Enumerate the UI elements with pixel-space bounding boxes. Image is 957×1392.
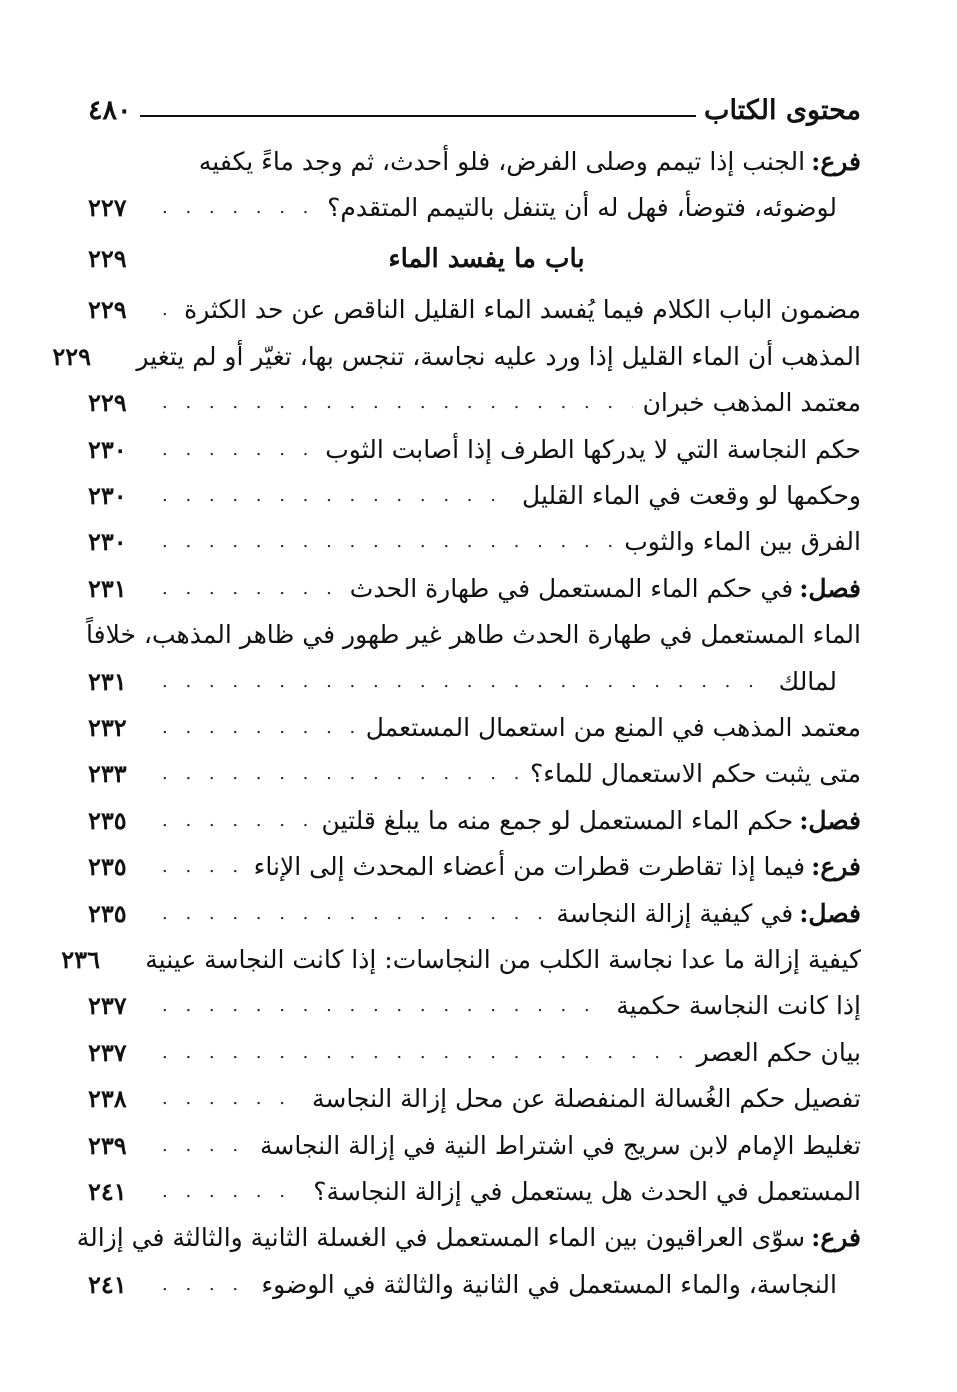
page-number: ٢٣١: [88, 573, 127, 603]
page-number: ٢٣٦: [61, 944, 100, 974]
page-number: ٢٣٧: [88, 991, 127, 1021]
entry-text: لمالك: [778, 666, 837, 696]
toc-entry[interactable]: [88, 612, 861, 705]
page-number: ٢٢٩: [88, 388, 127, 418]
page-number: ٢٣٨: [88, 1084, 127, 1114]
toc-entry[interactable]: [88, 797, 861, 843]
page-number: ٢٢٩: [88, 295, 127, 325]
toc-entry[interactable]: [88, 565, 861, 611]
page-number: ٢٣٢: [88, 712, 127, 742]
page-number: ٢٢٩: [88, 244, 127, 274]
page-number: ٢٣٠: [88, 434, 127, 464]
dot-leader: [162, 485, 512, 506]
page-number: ٢٤١: [88, 1269, 127, 1299]
entry-text: فرع:سوّى العراقيون بين الماء المستعمل في الغسلة الثانية والثالثة في إزالة: [76, 1223, 861, 1253]
entry-text: النجاسة، والماء المستعمل في الثانية والثالثة في الوضوء: [261, 1269, 837, 1299]
toc-entry[interactable]: [88, 138, 861, 231]
page-number: ٢٣٠: [88, 527, 127, 557]
page-header: [88, 86, 861, 126]
toc-entry[interactable]: [88, 472, 861, 518]
page-number: ٢٣٧: [88, 1037, 127, 1067]
toc-entry[interactable]: [88, 704, 861, 750]
dot-leader: [162, 1181, 303, 1202]
toc-entry[interactable]: [88, 380, 861, 426]
page-number: ٢٢٩: [52, 341, 92, 371]
entry-text: الفرق بين الماء والثوب: [624, 527, 861, 557]
entry-lead-label: فصل:: [799, 898, 861, 928]
page-number: ٢٣٣: [88, 759, 127, 789]
page-number: ٢٣٩: [88, 1130, 127, 1160]
toc-chapter-heading[interactable]: [88, 231, 861, 287]
running-title: محتوى الكتاب: [704, 95, 861, 126]
dot-leader: [162, 197, 317, 218]
entry-text: معتمد المذهب في المنع من استعمال المستعمل: [365, 712, 861, 742]
dot-leader: [162, 1042, 687, 1063]
dot-leader: [162, 903, 546, 924]
dot-leader: [162, 1274, 251, 1295]
toc-entry[interactable]: [76, 1215, 861, 1308]
entry-text: فرع:فيما إذا تقاطرت قطرات من أعضاء المحدث إلى الإناء: [253, 852, 861, 882]
toc-entry[interactable]: [88, 983, 861, 1029]
entry-lead-label: فرع:: [811, 852, 861, 882]
page-number: ٢٢٧: [88, 193, 127, 223]
entry-text: فصل:في حكم الماء المستعمل في طهارة الحدث: [349, 573, 861, 603]
dot-leader: [162, 995, 606, 1016]
dot-leader: [162, 856, 244, 877]
toc-entry[interactable]: [88, 426, 861, 472]
entry-text: تفصيل حكم الغُسالة المنفصلة عن محل إزالة النجاسة: [311, 1084, 861, 1114]
header-page-number: ٤٨٠: [88, 95, 132, 126]
toc-entry[interactable]: [52, 333, 861, 379]
page-number: ٢٤١: [88, 1176, 127, 1206]
dot-leader: [162, 810, 312, 831]
entry-text: بيان حكم العصر: [696, 1037, 861, 1067]
entry-text: الماء المستعمل في طهارة الحدث طاهر غير طهور في ظاهر المذهب، خلافاً: [86, 620, 861, 650]
entry-lead-label: فرع:: [811, 1223, 861, 1253]
entry-lead-label: فرع:: [811, 146, 861, 176]
page-number: ٢٣٥: [88, 852, 127, 882]
entry-text: فصل:في كيفية إزالة النجاسة: [556, 898, 861, 928]
dot-leader: [162, 578, 340, 599]
entry-text: كيفية إزالة ما عدا نجاسة الكلب من النجاسات: إذا كانت النجاسة عينية: [145, 944, 861, 974]
entry-text: فرع:الجنب إذا تيمم وصلى الفرض، فلو أحدث، ثم وجد ماءً يكفيه: [198, 146, 861, 176]
entry-text: المستعمل في الحدث هل يستعمل في إزالة النجاسة؟: [313, 1176, 861, 1206]
page-number: ٢٣٥: [88, 805, 127, 835]
toc-entry[interactable]: [88, 1122, 861, 1168]
toc-entry[interactable]: [88, 1168, 861, 1214]
toc-entry[interactable]: [88, 1029, 861, 1075]
entry-text: إذا كانت النجاسة حكمية: [616, 991, 861, 1021]
entry-text: مضمون الباب الكلام فيما يُفسد الماء القليل الناقص عن حد الكثرة: [184, 295, 861, 325]
entry-text: المذهب أن الماء القليل إذا ورد عليه نجاسة، تنجس بها، تغيّر أو لم يتغير: [136, 341, 861, 371]
toc-entry[interactable]: [88, 843, 861, 889]
dot-leader: [162, 392, 633, 413]
entry-text: فصل:حكم الماء المستعمل لو جمع منه ما يبلغ قلتين: [321, 805, 861, 835]
page-number: ٢٣٠: [88, 481, 127, 511]
table-of-contents: [52, 138, 861, 1307]
dot-leader: [162, 717, 356, 738]
entry-text: معتمد المذهب خبران: [642, 388, 861, 418]
entry-text: وحكمها لو وقعت في الماء القليل: [522, 481, 861, 511]
entry-text: تغليط الإمام لابن سريج في اشتراط النية في إزالة النجاسة: [260, 1130, 861, 1160]
dot-leader: [162, 531, 614, 552]
dot-leader: [162, 763, 520, 784]
entry-text: متى يثبت حكم الاستعمال للماء؟: [529, 759, 861, 789]
dot-leader: [162, 671, 769, 692]
dot-leader: [162, 1088, 302, 1109]
dot-leader: [162, 1135, 250, 1156]
toc-entry[interactable]: [88, 751, 861, 797]
entry-lead-label: فصل:: [799, 573, 861, 603]
header-rule: [140, 115, 697, 117]
page-number: ٢٣٥: [88, 898, 127, 928]
page-number: ٢٣١: [88, 666, 127, 696]
toc-entry[interactable]: [88, 1075, 861, 1121]
dot-leader: [162, 439, 315, 460]
dot-leader: [162, 299, 174, 320]
entry-text: حكم النجاسة التي لا يدركها الطرف إذا أصابت الثوب: [325, 434, 861, 464]
entry-lead-label: فصل:: [799, 805, 861, 835]
toc-entry[interactable]: [61, 936, 861, 982]
entry-text: لوضوئه، فتوضأ، فهل له أن يتنفل بالتيمم المتقدم؟: [327, 193, 837, 223]
toc-entry[interactable]: [88, 519, 861, 565]
toc-entry[interactable]: [88, 287, 861, 333]
toc-entry[interactable]: [88, 890, 861, 936]
chapter-title: باب ما يفسد الماء: [388, 243, 585, 274]
